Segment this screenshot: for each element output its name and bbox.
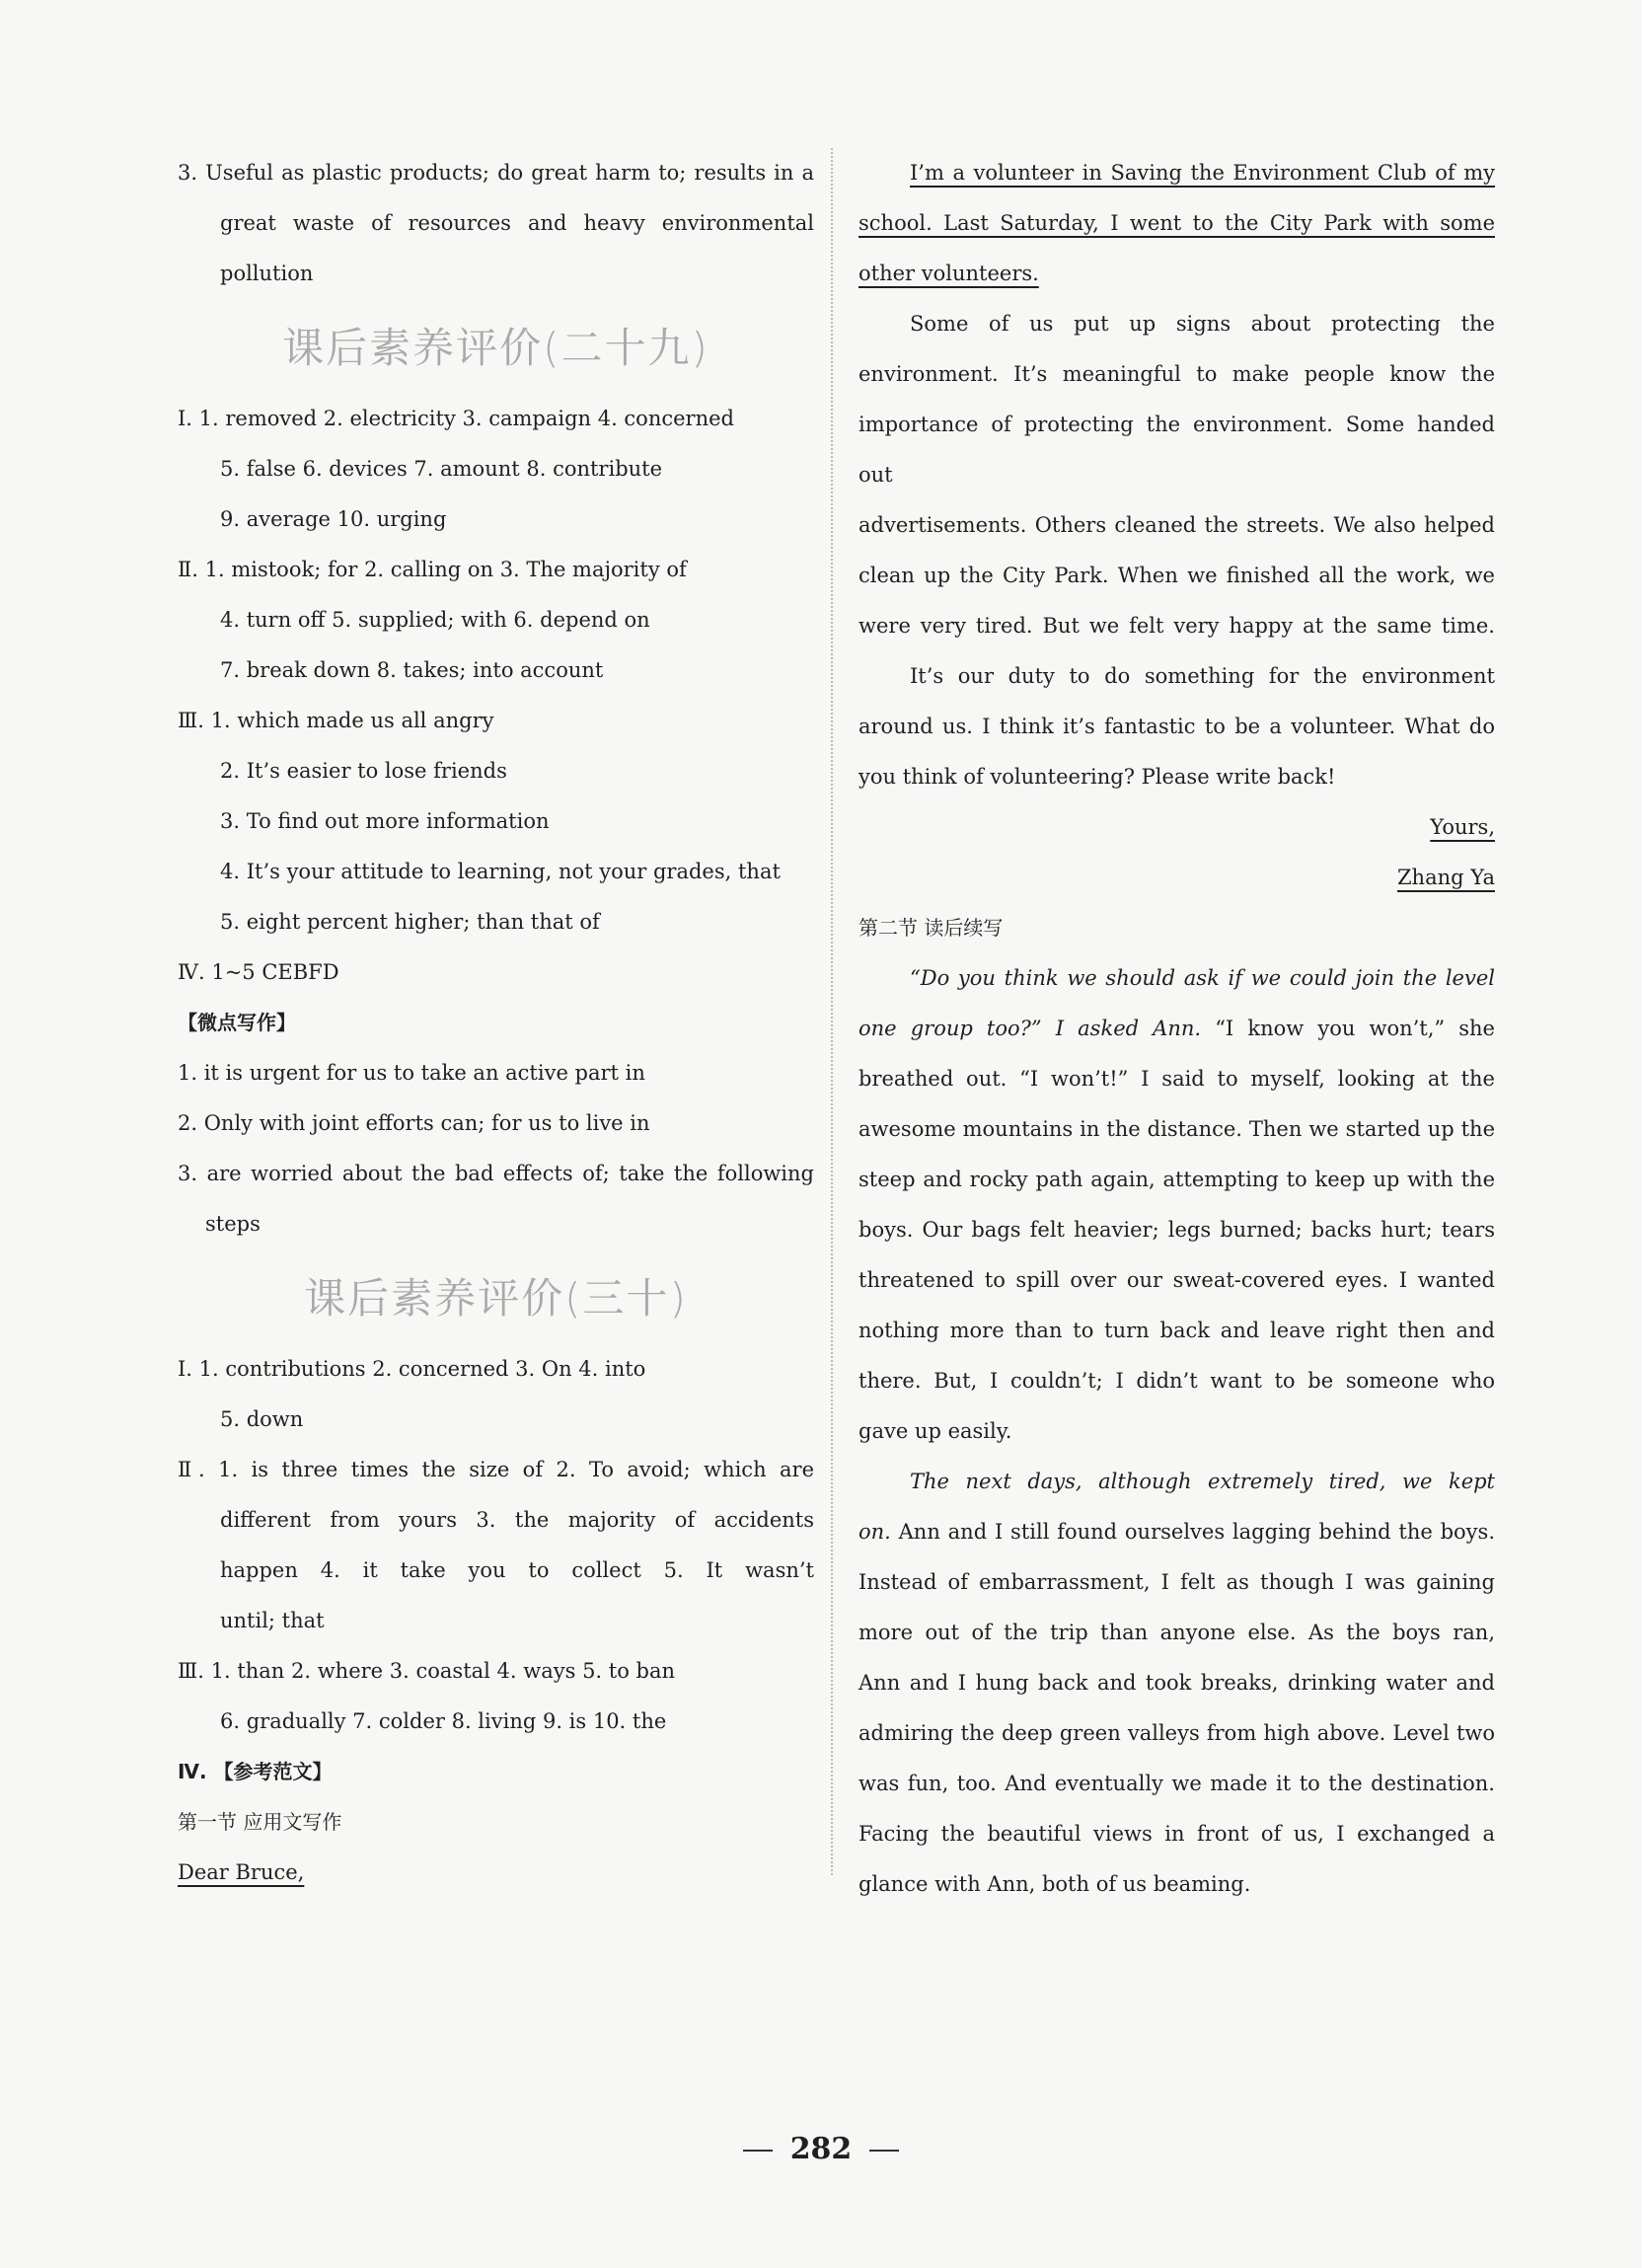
answer-line: different from yours 3. the majority of accidents: [220, 1508, 814, 1532]
signature: Zhang Ya: [1396, 866, 1495, 889]
answer-line: pollution: [220, 262, 314, 285]
story-line: “Do you think we should ask if we could join the level: [910, 966, 1495, 990]
section-two-heading: 第二节 读后续写: [858, 916, 1004, 940]
page-number-text: 282: [789, 2132, 853, 2166]
story-line: threatened to spill over our sweat-covered eyes. I wanted: [858, 1268, 1495, 1292]
essay-line: Some of us put up signs about protecting the: [910, 312, 1495, 336]
essay-line: I’m a volunteer in Saving the Environment Club of my: [910, 161, 1495, 185]
closing: Yours,: [1430, 815, 1495, 839]
answer-line: 2. Only with joint efforts can; for us to live in: [178, 1111, 650, 1135]
story-line: glance with Ann, both of us beaming.: [858, 1872, 1251, 1896]
answer-line: 5. eight percent higher; than that of: [220, 910, 600, 934]
section-title-30: 课后素养评价(三十): [304, 1274, 688, 1323]
essay-line: importance of protecting the environment. Some handed out: [858, 413, 1495, 487]
story-italic: one group too?” I asked Ann.: [858, 1017, 1202, 1040]
essay-line: were very tired. But we felt very happy at the same time.: [858, 614, 1495, 638]
answer-line: 7. break down 8. takes; into account: [220, 658, 604, 682]
answer-line: Ⅲ. 1. which made us all angry: [178, 709, 494, 732]
story-line: [858, 1004, 1495, 1054]
essay-line: clean up the City Park. When we finished all the work, we: [858, 564, 1495, 587]
right-column: [858, 148, 1495, 1910]
story-line: there. But, I couldn’t; I didn’t want to be someone who: [858, 1369, 1495, 1393]
answer-line: steps: [205, 1212, 261, 1236]
answer-line: until; that: [220, 1609, 325, 1632]
dash-right: [869, 2150, 899, 2152]
answer-line: 5. false 6. devices 7. amount 8. contribute: [220, 457, 663, 481]
answer-line: 9. average 10. urging: [220, 507, 447, 531]
answer-line: 3. are worried about the bad effects of; take the following: [178, 1162, 814, 1185]
answer-line: 5. down: [220, 1407, 304, 1431]
answer-line: 2. It’s easier to lose friends: [220, 759, 507, 783]
micro-writing-heading: 【微点写作】: [178, 1011, 296, 1034]
story-line: awesome mountains in the distance. Then we started up the: [858, 1117, 1495, 1141]
essay-line: you think of volunteering? Please write back!: [858, 765, 1336, 789]
section-title-29: 课后素养评价(二十九): [282, 324, 709, 372]
answer-line: Ⅱ. 1. is three times the size of 2. To avoid; which are: [178, 1458, 814, 1481]
story-line: Facing the beautiful views in front of us, I exchanged a: [858, 1822, 1495, 1846]
story-line: Ann and I hung back and took breaks, drinking water and: [858, 1671, 1495, 1695]
answer-line: happen 4. it take you to collect 5. It wasn’t: [220, 1558, 814, 1582]
essay-line: environment. It’s meaningful to make people know the: [858, 362, 1495, 386]
story-line: [858, 1507, 1495, 1557]
story-line: The next days, although extremely tired, we kept: [910, 1470, 1495, 1493]
model-essay-heading: Ⅳ. 【参考范文】: [178, 1760, 333, 1783]
left-column: [178, 148, 814, 1898]
answer-line: Ⅳ. 1~5 CEBFD: [178, 960, 339, 984]
story-text: “I know you won’t,” she: [1201, 1017, 1495, 1040]
story-line: nothing more than to turn back and leave right then and: [858, 1319, 1495, 1342]
story-line: boys. Our bags felt heavier; legs burned; backs hurt; tears: [858, 1218, 1495, 1242]
story-line: more out of the trip than anyone else. As the boys ran,: [858, 1621, 1495, 1644]
answer-line: Ⅱ. 1. mistook; for 2. calling on 3. The majority of: [178, 558, 687, 581]
story-line: Instead of embarrassment, I felt as though I was gaining: [858, 1570, 1495, 1594]
answer-line: Ⅲ. 1. than 2. where 3. coastal 4. ways 5. to ban: [178, 1659, 676, 1683]
column-divider: [831, 148, 833, 1875]
story-line: gave up easily.: [858, 1419, 1012, 1443]
story-line: was fun, too. And eventually we made it to the destination.: [858, 1772, 1495, 1795]
answer-line: 6. gradually 7. colder 8. living 9. is 10. the: [220, 1709, 667, 1733]
answer-line: 4. turn off 5. supplied; with 6. depend on: [220, 608, 650, 632]
story-text: Ann and I still found ourselves lagging behind the boys.: [890, 1520, 1495, 1544]
story-line: breathed out. “I won’t!” I said to myself, looking at the: [858, 1067, 1495, 1091]
essay-line: around us. I think it’s fantastic to be a volunteer. What do: [858, 715, 1495, 738]
answer-line: great waste of resources and heavy environmental: [220, 211, 814, 235]
dash-left: [743, 2150, 773, 2152]
page-number: [0, 2132, 1642, 2166]
section-one-heading: 第一节 应用文写作: [178, 1810, 342, 1834]
essay-line: It’s our duty to do something for the environment: [910, 664, 1495, 688]
essay-line: advertisements. Others cleaned the streets. We also helped: [858, 513, 1495, 537]
answer-line: 4. It’s your attitude to learning, not your grades, that: [220, 860, 781, 883]
answer-line: 1. it is urgent for us to take an active part in: [178, 1061, 645, 1085]
salutation: Dear Bruce,: [178, 1860, 305, 1884]
answer-line: 3. Useful as plastic products; do great harm to; results in a: [178, 161, 814, 185]
answer-line: Ⅰ. 1. removed 2. electricity 3. campaign 4. concerned: [178, 407, 734, 430]
essay-line: other volunteers.: [858, 262, 1039, 285]
story-italic: on.: [858, 1520, 891, 1544]
answer-line: Ⅰ. 1. contributions 2. concerned 3. On 4. into: [178, 1357, 646, 1381]
story-line: admiring the deep green valleys from high above. Level two: [858, 1721, 1495, 1745]
answer-line: 3. To find out more information: [220, 809, 550, 833]
story-line: steep and rocky path again, attempting to keep up with the: [858, 1168, 1495, 1191]
essay-line: school. Last Saturday, I went to the City Park with some: [858, 211, 1495, 235]
